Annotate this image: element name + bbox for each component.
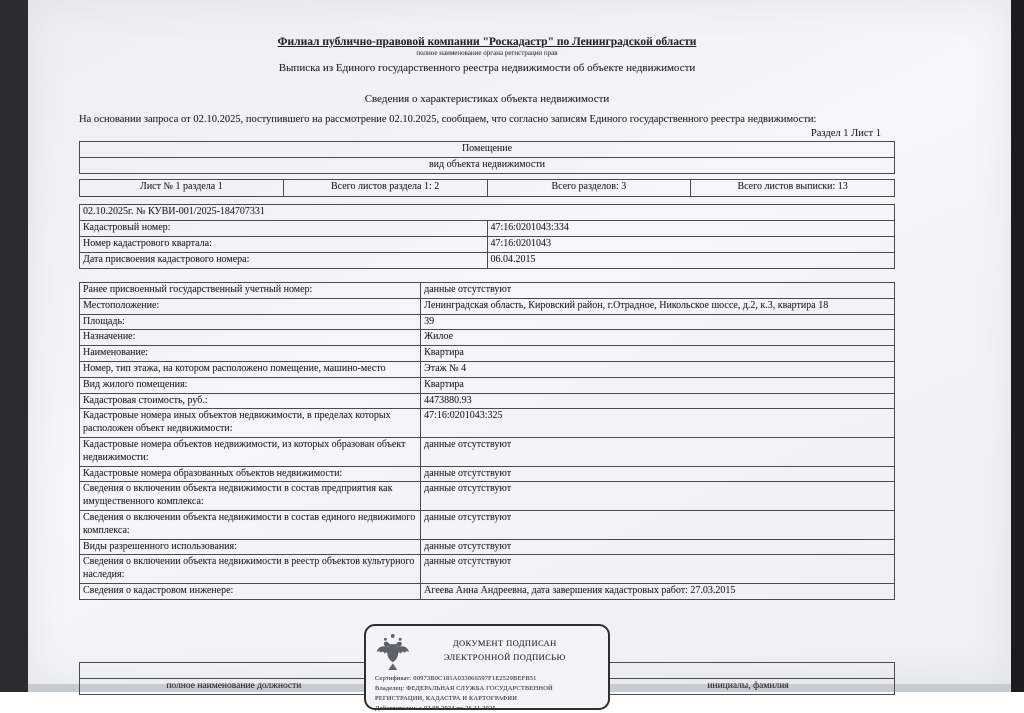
table-row [80,314,895,330]
row-label: Сведения о включении объекта недвижимости в реестр объектов культурного наследия: [80,555,421,584]
object-type-value: Помещение [80,142,895,158]
stamp-title-line1: ДОКУМЕНТ ПОДПИСАН [411,636,599,650]
row-value: Ленинградская область, Кировский район, г.Отрадное, Никольское шоссе, д.2, к.3, квартира 18 [421,298,895,314]
sheet-info-cell: Всего листов выписки: 13 [691,180,895,197]
table-row [80,409,895,438]
row-label: Назначение: [80,330,421,346]
row-label: Номер кадастрового квартала: [80,237,488,253]
table-row [80,361,895,377]
row-value: данные отсутствуют [421,283,895,299]
row-value: Агеева Анна Андреевна, дата завершения кадастровых работ: 27.03.2015 [421,583,895,599]
row-value: данные отсутствуют [421,539,895,555]
row-label: Сведения о включении объекта недвижимости в состав предприятия как имущественного комплекса: [80,482,421,511]
row-value: данные отсутствуют [421,482,895,511]
row-value: 47:16:0201043 [487,237,895,253]
object-details-table [79,282,895,600]
document-title: Выписка из Единого государственного реестра недвижимости об объекте недвижимости [79,62,895,74]
row-label: Вид жилого помещения: [80,377,421,393]
table-row [80,510,895,539]
stamp-certificate: Сертификат: 00973B0C181A033066597F1E2529BEFB51 [375,674,599,684]
initials-surname-caption: инициалы, фамилия [602,678,895,694]
row-value: Этаж № 4 [421,361,895,377]
table-row [80,466,895,482]
signature-block [79,662,895,695]
row-value: 47:16:0201043:334 [487,221,895,237]
section-sheet-label: Раздел 1 Лист 1 [79,128,895,139]
stamp-owner-line1: Владелец: ФЕДЕРАЛЬНАЯ СЛУЖБА ГОСУДАРСТВЕННОЙ [375,684,599,694]
organization-subtitle: полное наименование органа регистрации прав [79,49,895,57]
stamp-details [375,674,599,713]
scan-right-border [1011,0,1024,692]
table-row [80,377,895,393]
table-row [80,237,895,253]
row-value: данные отсутствуют [421,466,895,482]
row-label: Сведения о кадастровом инженере: [80,583,421,599]
sheet-info-cell: Всего разделов: 3 [487,180,691,197]
row-value: 4473880.93 [421,393,895,409]
request-number: 02.10.2025г. № КУВИ-001/2025-184707331 [80,205,895,221]
row-value: данные отсутствуют [421,555,895,584]
row-label: Местоположение: [80,298,421,314]
digital-signature-stamp [364,624,610,710]
table-row [80,330,895,346]
row-label: Ранее присвоенный государственный учетный номер: [80,283,421,299]
section-title: Сведения о характеристиках объекта недвижимости [79,93,895,105]
table-row [80,437,895,466]
table-row [80,253,895,269]
row-value: данные отсутствуют [421,437,895,466]
document-content [79,0,895,695]
row-label: Кадастровые номера объектов недвижимости, из которых образован объект недвижимости: [80,437,421,466]
object-type-table [79,141,895,174]
stamp-header [375,632,599,673]
row-label: Площадь: [80,314,421,330]
signature-cell-empty [80,662,389,678]
table-row [80,283,895,299]
row-label: Кадастровые номера иных объектов недвижимости, в пределах которых расположен объект недвижимости: [80,409,421,438]
row-value: 06.04.2015 [487,253,895,269]
row-label: Наименование: [80,346,421,362]
coat-of-arms-icon [375,633,411,673]
row-label: Номер, тип этажа, на котором расположено помещение, машино-место [80,361,421,377]
sheet-info-cell: Всего листов раздела 1: 2 [283,180,487,197]
table-row [80,346,895,362]
position-name-caption: полное наименование должности [80,678,389,694]
row-label: Виды разрешенного использования: [80,539,421,555]
row-label: Сведения о включении объекта недвижимости в состав единого недвижимого комплекса: [80,510,421,539]
row-label: Кадастровые номера образованных объектов недвижимости: [80,466,421,482]
table-row [80,158,895,174]
table-row [80,583,895,599]
row-value: Квартира [421,346,895,362]
stamp-title [411,636,599,665]
organization-title: Филиал публично-правовой компании "Роскадастр" по Ленинградской области [79,36,895,48]
row-value: Квартира [421,377,895,393]
stamp-owner-line2: РЕГИСТРАЦИИ, КАДАСТРА И КАРТОГРАФИИ [375,694,599,704]
row-value: данные отсутствуют [421,510,895,539]
table-row [80,221,895,237]
row-value: 47:16:0201043:325 [421,409,895,438]
sheet-info-cell: Лист № 1 раздела 1 [80,180,284,197]
table-row [80,298,895,314]
row-label: Кадастровый номер: [80,221,488,237]
object-type-caption: вид объекта недвижимости [80,158,895,174]
table-row [80,180,895,197]
signature-cell-empty [602,662,895,678]
scan-left-border [0,0,28,692]
row-label: Дата присвоения кадастрового номера: [80,253,488,269]
sheet-info-table [79,179,895,197]
table-row [80,555,895,584]
table-row [80,393,895,409]
row-value: 39 [421,314,895,330]
table-row [80,142,895,158]
table-row [80,482,895,511]
stamp-title-line2: ЭЛЕКТРОННОЙ ПОДПИСЬЮ [411,650,599,664]
request-number-row [80,205,895,221]
cadastral-info-table [79,204,895,269]
row-value: Жилое [421,330,895,346]
stamp-validity: Действителен: с 02.08.2024 по 26.11.2025 [375,704,599,713]
table-row [80,539,895,555]
row-label: Кадастровая стоимость, руб.: [80,393,421,409]
request-basis-line: На основании запроса от 02.10.2025, поступившего на рассмотрение 02.10.2025, сообщаем, что согласно записям Единого государственного реестра недвижимости: [79,114,895,125]
